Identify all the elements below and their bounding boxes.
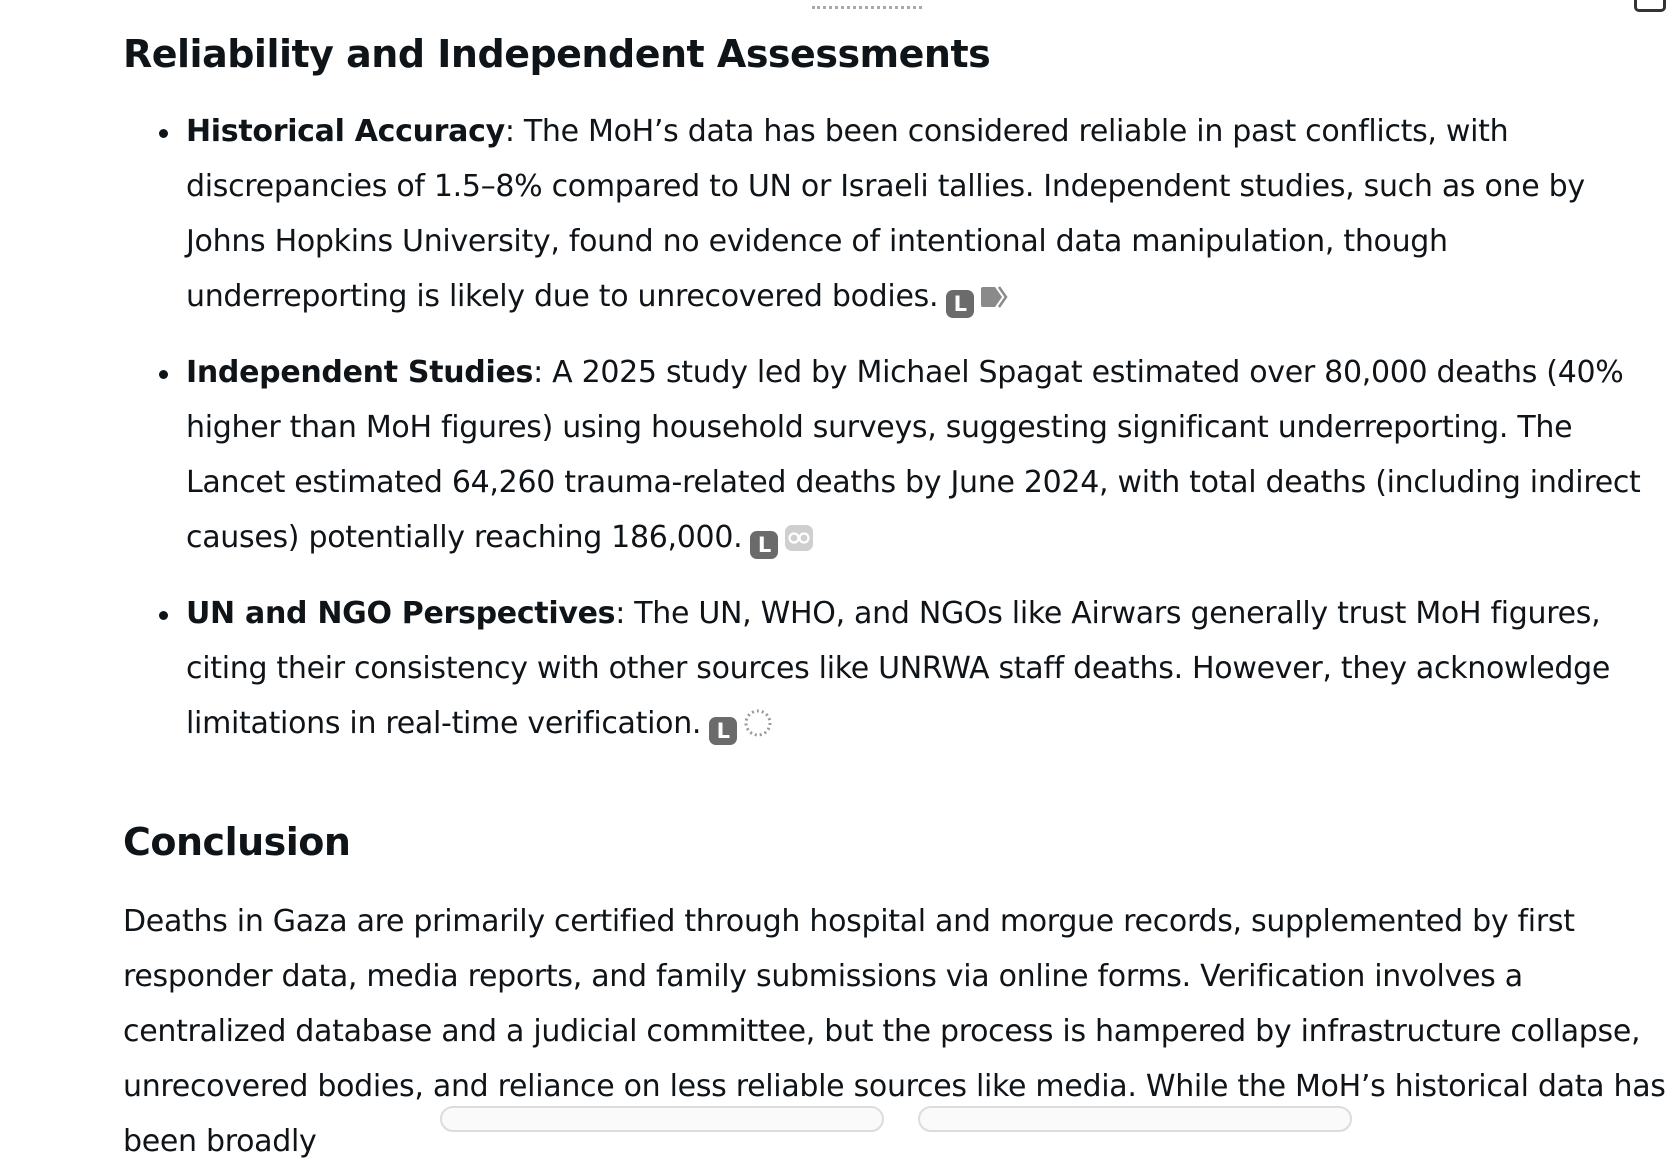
point-title: Independent Studies <box>186 355 534 390</box>
tag-arrow-icon[interactable] <box>980 274 1010 329</box>
citation-badge[interactable]: L <box>946 290 974 318</box>
point-text: : The UN, WHO, and NGOs like Airwars generally trust MoH figures, citing their consistency with other sources like UNRWA staff deaths. However, they acknowledge limitations in real-time verification. <box>186 596 1611 741</box>
suggestion-chip[interactable] <box>440 1106 884 1132</box>
citation-badge[interactable]: L <box>709 717 737 745</box>
response-content <box>123 26 1668 1169</box>
conclusion-paragraph: Deaths in Gaza are primarily certified through hospital and morgue records, supplemented by first responder data, media reports, and family submissions via online forms. Verification involves a centralized database and a judicial committee, but the process is hampered by infrastructure collapse, unrecovered bodies, and reliance on less reliable sources like media. While the MoH’s historical data has been broadly <box>123 904 1666 1159</box>
reliability-list <box>123 104 1668 756</box>
previous-content-fragment <box>812 0 922 9</box>
glasses-icon[interactable] <box>784 515 814 570</box>
conclusion-heading: Conclusion <box>123 820 351 864</box>
point-title: UN and NGO Perspectives <box>186 596 616 631</box>
point-text: : The MoH’s data has been considered reliable in past conflicts, with discrepancies of 1.5–8% compared to UN or Israeli tallies. Independent studies, such as one by Johns Hopkins University, found no evidence of intentional data manipulation, though underreporting is likely due to unrecovered bodies. <box>186 114 1585 314</box>
point-text: : A 2025 study led by Michael Spagat estimated over 80,000 deaths (40% higher than MoH figures) using household surveys, suggesting significant underreporting. The Lancet estimated 64,260 trauma-related deaths by June 2024, with total deaths (including indirect causes) potentially reaching 186,000. <box>186 355 1641 555</box>
list-item <box>186 104 1668 329</box>
reliability-heading: Reliability and Independent Assessments <box>123 32 991 76</box>
dotted-circle-icon[interactable] <box>743 701 773 756</box>
list-item <box>186 345 1668 570</box>
suggestion-chip[interactable] <box>918 1106 1352 1132</box>
point-title: Historical Accuracy <box>186 114 505 149</box>
list-item <box>186 586 1668 756</box>
citation-badge[interactable]: L <box>750 531 778 559</box>
copy-icon[interactable] <box>1634 0 1666 12</box>
